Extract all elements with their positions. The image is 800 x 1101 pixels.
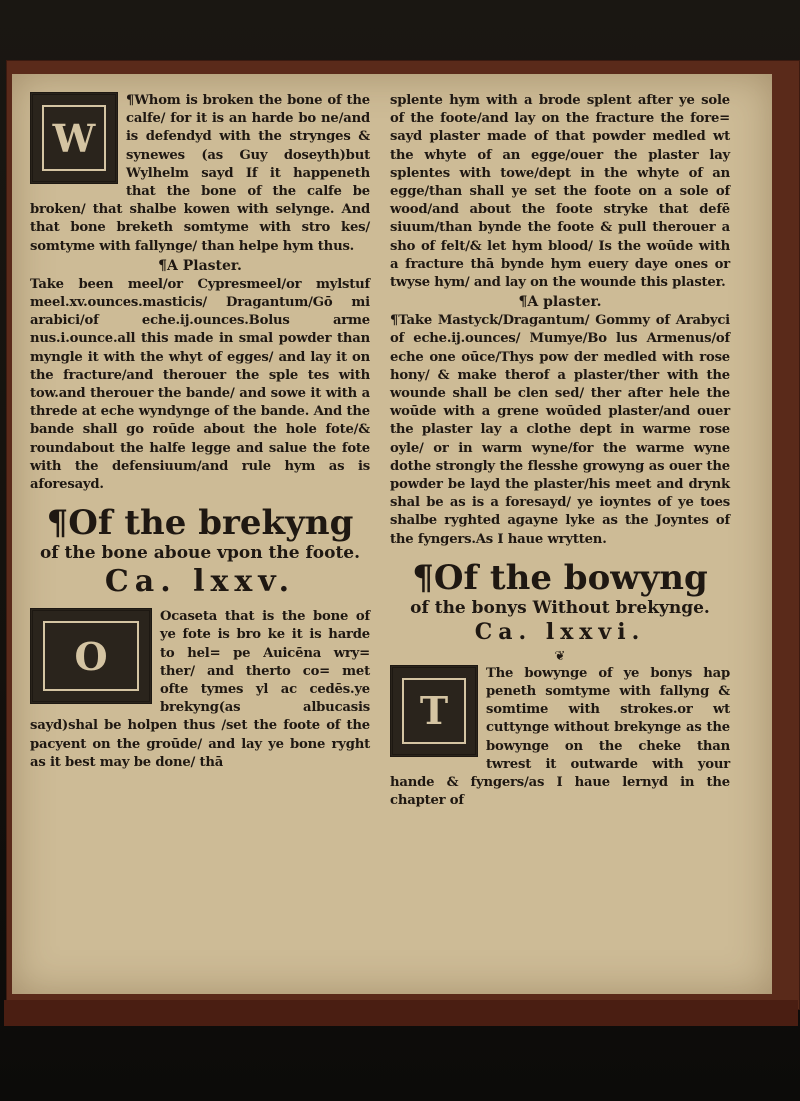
paragraph: The bowynge of ye bonys hap peneth somtyme with fallyng & somtime with strokes.or wt cuttynge without brekynge as the bowynge on the cheke than twrest it outwarde with your hande & fyngers/as I haue lernyd in the chapter of (390, 665, 730, 809)
fleuron-icon: ❦ (554, 648, 566, 664)
initial-letter-t: T (402, 678, 466, 744)
initial-letter-o: O (43, 621, 139, 691)
paragraph: ¶Whom is broken the bone of the calfe/ for it is an harde bo ne/and is defendyd with the strynges & synewes (as Guy doseyth)but Wylhelm sayd If it happeneth that the bone of the calfe be broken/ that shalbe kowen with selynge. And that bone breketh somtyme with stro kes/ somtyme with fallynge/ than helpe hym thus. (30, 93, 370, 254)
initial-capital-w (30, 92, 118, 184)
chapter-number: Ca. lxxv. (104, 564, 296, 600)
plaster-heading: ¶A Plaster. (158, 257, 242, 274)
right-column (390, 92, 730, 811)
section-subheading: of the bone aboue vpon the foote. (39, 543, 361, 564)
plaster-heading: ¶A plaster. (518, 294, 602, 311)
initial-capital-t (390, 665, 478, 757)
left-column (30, 92, 370, 772)
paragraph: splente hym with a brode splent after ye sole of the foote/and lay on the fracture the fore= sayd plaster made of that powder medled wt the whyte of an egge/ouer the plaster lay splentes with towe/dept in the whyte of an egge/than shall ye set the foote on a sole of wood/and about the foote stryke that defē siuum/than bynde the foote & pull therouer a sho of felt/& let hym blood/ Is the woūde with a fracture thā bynde hym euery daye ones or twyse hym/ and lay on the wounde this plaster. (390, 93, 730, 291)
section-heading: ¶Of the brekyng (46, 503, 354, 544)
book-page (12, 74, 772, 994)
paragraph: Ocaseta that is the bone of ye fote is bro ke it is harde to hel= pe Auicēna wry= ther/ and therto co= met ofte tymes yl ac cedēs.ye brekyng(as albucasis sayd)shal be holpen thus /set the foote of the pacyent on the groūde/ and lay ye bone ryght as it best may be done/ thā (30, 609, 370, 770)
section-heading: ¶Of the bowyng (412, 557, 708, 598)
chapter-number: Ca. lxxvi. (474, 618, 646, 645)
paragraph: Take been meel/or Cypresmeel/or mylstuf meel.xv.ounces.masticis/ Dragantum/Gō mi arabici/of eche.ij.ounces.Bolus arme nus.i.ounce.all this made in smal powder than myngle it with the whyt of egges/ and lay it on the fracture/and therouer the sple tes with tow.and therouer the bande/ and sowe it with a threde at eche wyndynge of the bande. And the bande shall go roūde about the hole fote/& roundabout the halfe legge and salue the fote with the defensiuum/and rule hym as is aforesayd. (30, 276, 370, 493)
book-cover-edge (4, 1000, 798, 1026)
paragraph: ¶Take Mastyck/Dragantum/ Gommy of Arabyci of eche.ij.ounces/ Mumye/Bo lus Armenus/of eche one oūce/Thys pow der medled with rose hony/ & make therof a plaster/ther with the wounde shall be clen sed/ ther after hele the woūde with a grene woūded plaster/and ouer the plaster lay a clothe dept in warme rose oyle/ or in warm wyne/for the warme wyne dothe strongly the flesshe growyng as ouer the powder be layd the plaster/his meet and drynk shal be as is a foresayd/ ye ioyntes of ye toes shalbe ryghted agayne lyke as the Joyntes of the fyngers.As I haue wrytten. (390, 313, 730, 547)
section-subheading: of the bonys Without brekynge. (410, 597, 710, 618)
initial-capital-o (30, 608, 152, 704)
initial-letter-w: W (42, 105, 106, 171)
